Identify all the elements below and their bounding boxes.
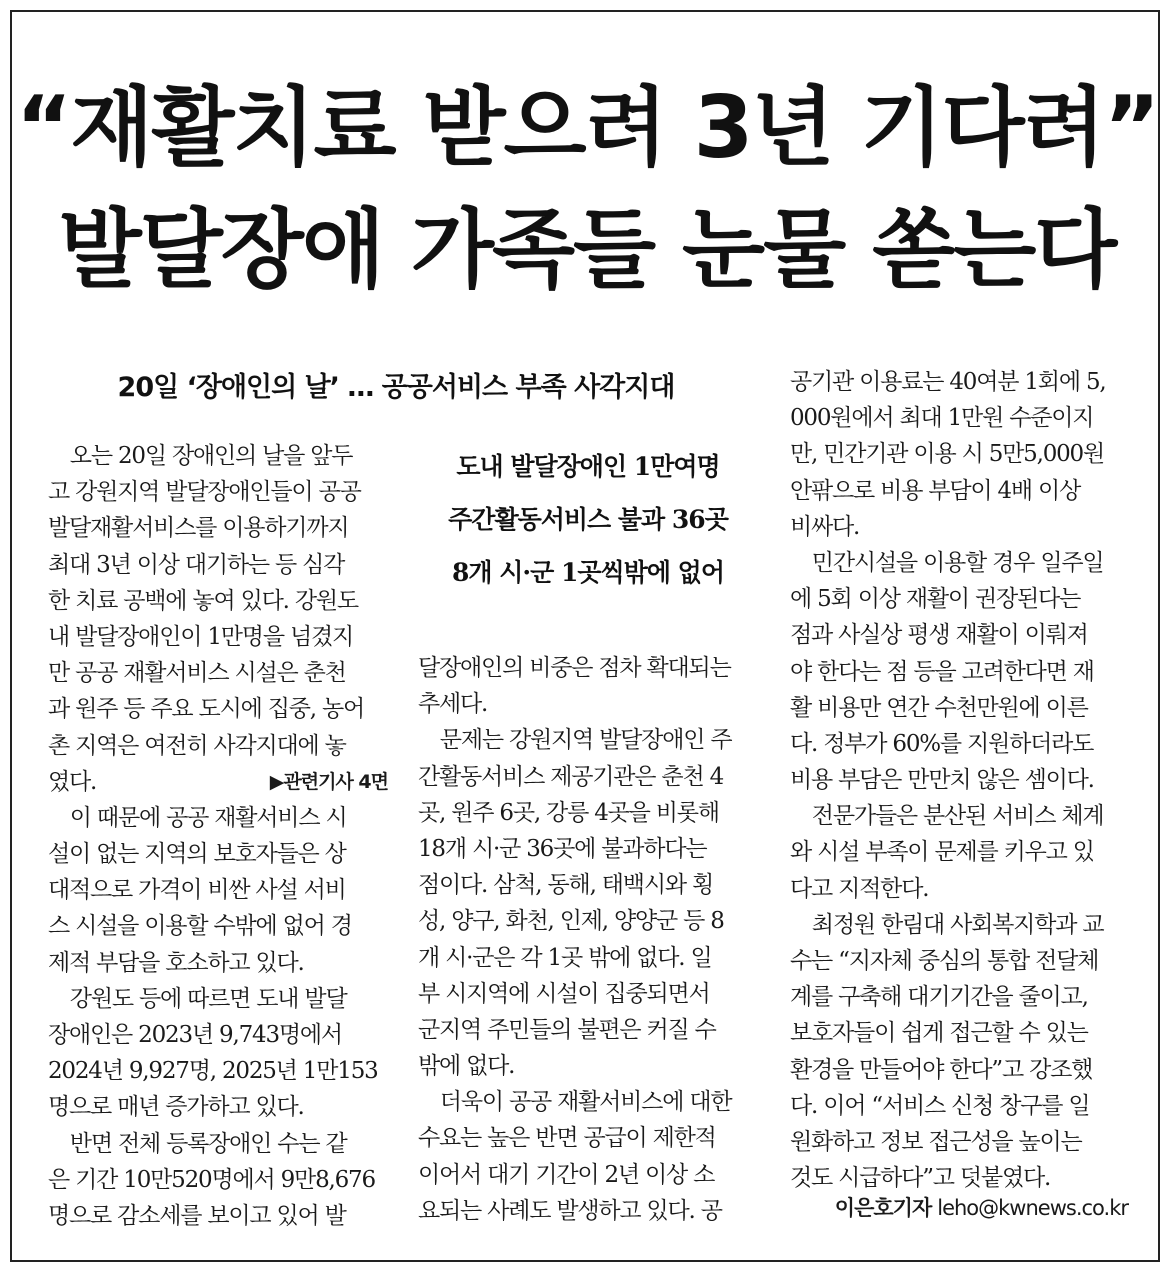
article-line: 야 한다는 점 등을 고려한다면 재: [790, 658, 1094, 685]
article-line: 최정원 한림대 사회복지학과 교: [790, 911, 1104, 938]
article-line: 발달재활서비스를 이용하기까지: [48, 515, 349, 542]
article-line: 공기관 이용료는 40여분 1회에 5,: [790, 369, 1106, 395]
article-line: 강원도 등에 따르면 도내 발달: [48, 985, 347, 1012]
article-line: 명으로 매년 증가하고 있다.: [48, 1094, 304, 1121]
article-line: 대적으로 가격이 비싼 사설 서비: [48, 877, 346, 904]
reporter-email: leho@kwnews.co.kr: [937, 1196, 1128, 1220]
article-line: 설이 없는 지역의 보호자들은 상: [48, 841, 346, 868]
pull-quote-line: 주간활동서비스 불과 36곳: [448, 505, 728, 534]
article-line: 점과 사실상 평생 재활이 이뤄져: [790, 622, 1088, 649]
article-line: 다고 지적한다.: [790, 875, 929, 902]
article-line: 제적 부담을 호소하고 있다.: [48, 949, 304, 976]
article-line: 18개 시·군 36곳에 불과하다는: [418, 835, 707, 862]
related-article-link[interactable]: ▶관련기사 4면: [269, 770, 388, 793]
pull-quote: [418, 440, 758, 599]
article-line: 고 강원지역 발달장애인들이 공공: [48, 479, 361, 506]
article-line: 밖에 없다.: [418, 1053, 515, 1080]
article-line: 요되는 사례도 발생하고 있다. 공: [418, 1197, 722, 1224]
article-line: 달장애인의 비중은 점차 확대되는: [418, 655, 731, 681]
pull-quote-line: 도내 발달장애인 1만여명: [456, 452, 720, 481]
subheadline: 20일 ‘장애인의 날’ … 공공서비스 부족 사각지대: [117, 372, 675, 403]
headline-line-1: “재활치료 받으려 3년 기다려”: [15, 78, 1159, 178]
article-line: 은 기간 10만520명에서 9만8,676: [48, 1166, 375, 1193]
article-line: 점이다. 삼척, 동해, 태백시와 횡: [418, 872, 713, 899]
article-line: 비용 부담은 만만치 않은 셈이다.: [790, 767, 1094, 794]
article-line: 것도 시급하다”고 덧붙였다.: [790, 1165, 1051, 1192]
article-line: 내 발달장애인이 1만명을 넘겼지: [48, 623, 354, 650]
byline: [835, 1192, 1128, 1222]
article-column-2: [418, 650, 758, 1229]
article-column-1: [48, 438, 388, 1234]
article-line: 간활동서비스 제공기관은 춘천 4: [418, 763, 724, 790]
article-line: 만 공공 재활서비스 시설은 춘천: [48, 660, 346, 687]
article-line: 수는 “지자체 중심의 통합 전달체: [790, 948, 1099, 974]
article-line: 전문가들은 분산된 서비스 체계: [790, 803, 1104, 830]
article-line: 이 때문에 공공 재활서비스 시: [48, 804, 347, 831]
article-line: 추세다.: [418, 691, 488, 718]
article-line: 환경을 만들어야 한다”고 강조했: [790, 1056, 1093, 1083]
article-line: 활 비용만 연간 수천만원에 이른: [790, 694, 1088, 721]
article-line: 군지역 주민들의 불편은 커질 수: [418, 1016, 716, 1043]
article-column-3: [790, 364, 1130, 1196]
article-line: 민간시설을 이용할 경우 일주일: [790, 549, 1104, 576]
article-line: 만, 민간기관 이용 시 5만5,000원: [790, 441, 1105, 468]
article-line: 수요는 높은 반면 공급이 제한적: [418, 1125, 716, 1152]
article-line: 반면 전체 등록장애인 수는 같: [48, 1130, 347, 1157]
article-line: 문제는 강원지역 발달장애인 주: [418, 727, 732, 754]
article-line: 와 시설 부족이 문제를 키우고 있: [790, 839, 1094, 866]
reporter-name: 이은호기자: [834, 1196, 932, 1220]
article-line: 명으로 감소세를 보이고 있어 발: [48, 1202, 346, 1229]
pull-quote-line: 8개 시·군 1곳씩밖에 없어: [452, 558, 724, 587]
article-line: 장애인은 2023년 9,743명에서: [48, 1022, 342, 1048]
article-line: 최대 3년 이상 대기하는 등 심각: [48, 551, 345, 578]
article-line: 부 시지역에 시설이 집중되면서: [418, 980, 710, 1007]
article-line: 오는 20일 장애인의 날을 앞두: [48, 443, 353, 469]
article-line: 다. 정부가 60%를 지원하더라도: [790, 730, 1094, 757]
article-line: 000원에서 최대 1만원 수준이지: [790, 405, 1094, 432]
article-line: 한 치료 공백에 놓여 있다. 강원도: [48, 587, 358, 614]
article-line: 에 5회 이상 재활이 권장된다는: [790, 586, 1081, 613]
article-line: 원화하고 정보 접근성을 높이는: [790, 1128, 1082, 1155]
article-line: 였다. ▶관련기사 4면: [48, 764, 388, 800]
article-line: 성, 양구, 화천, 인제, 양양군 등 8: [418, 908, 724, 935]
article-line: 비싸다.: [790, 513, 860, 540]
article-line: 안팎으로 비용 부담이 4배 이상: [790, 477, 1081, 504]
article-line: 촌 지역은 여전히 사각지대에 놓: [48, 732, 346, 759]
article-line: 스 시설을 이용할 수밖에 없어 경: [48, 913, 352, 940]
article-line: 더욱이 공공 재활서비스에 대한: [418, 1089, 732, 1116]
article-line: 개 시·군은 각 1곳 밖에 없다. 일: [418, 944, 712, 971]
article-line: 과 원주 등 주요 도시에 집중, 농어: [48, 696, 365, 723]
article-line: 곳, 원주 6곳, 강릉 4곳을 비롯해: [418, 799, 719, 826]
article-line: 다. 이어 “서비스 신청 창구를 일: [790, 1092, 1090, 1119]
article-line: 이어서 대기 기간이 2년 이상 소: [418, 1161, 715, 1188]
headline-line-2: 발달장애 가족들 눈물 쏟는다: [58, 200, 1116, 300]
article-line: 2024년 9,927명, 2025년 1만153: [48, 1058, 378, 1085]
article-line: 계를 구축해 대기기간을 줄이고,: [790, 984, 1088, 1011]
article-line: 보호자들이 쉽게 접근할 수 있는: [790, 1020, 1088, 1047]
